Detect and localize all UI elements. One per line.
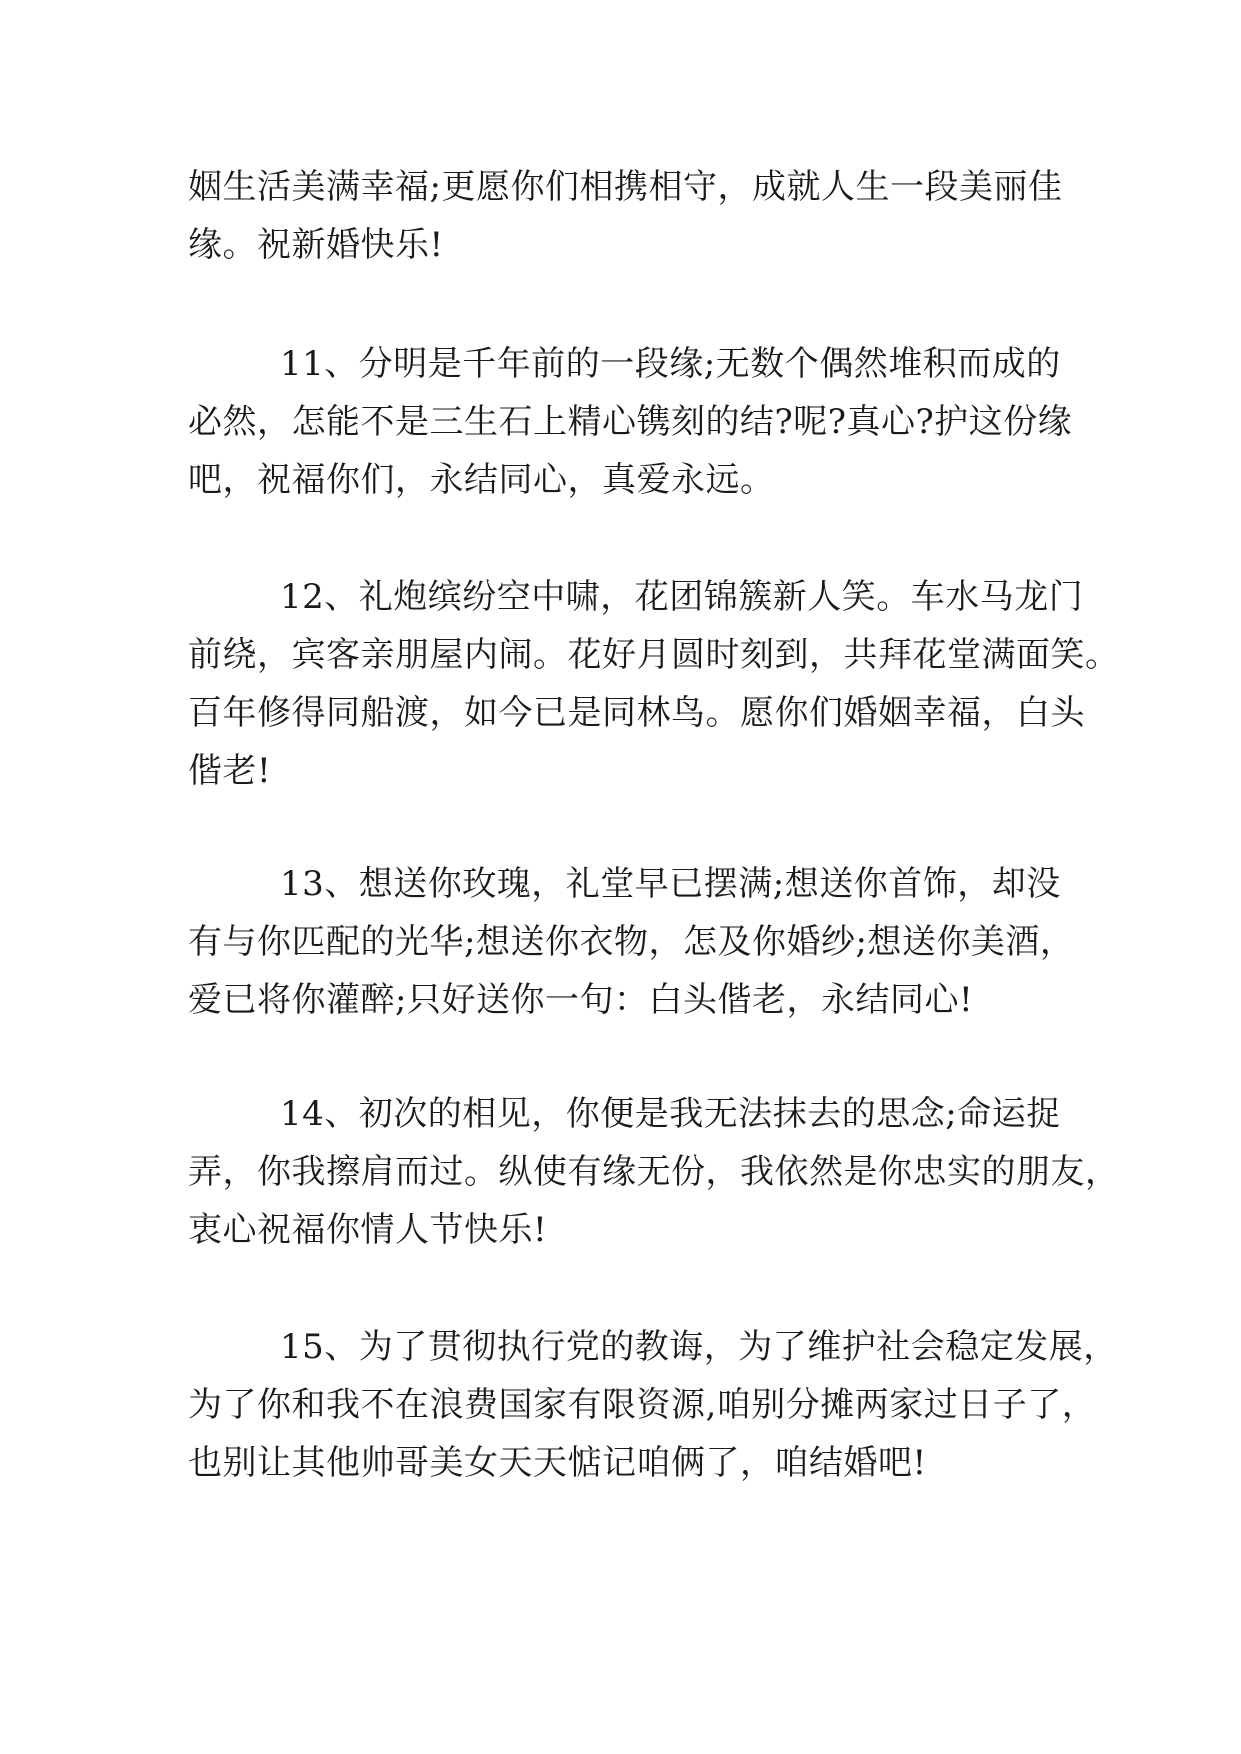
text-line: 必然，怎能不是三生石上精心镌刻的结?呢?真心?护这份缘 (188, 402, 1073, 442)
paragraph-intro-continuation (188, 158, 1063, 274)
text-line: 弄，你我擦肩而过。纵使有缘无份，我依然是你忠实的朋友， (188, 1152, 1120, 1192)
text-line: 吧，祝福你们，永结同心，真爱永远。 (188, 460, 775, 500)
text-line: 14、初次的相见，你便是我无法抹去的思念;命运捉 (280, 1094, 1061, 1134)
text-line: 15、为了贯彻执行党的教诲，为了维护社会稳定发展， (280, 1327, 1118, 1367)
paragraph-item-15 (188, 1318, 1118, 1492)
text-line: 前绕，宾客亲朋屋内闹。花好月圆时刻到，共拜花堂满面笑。 (188, 635, 1120, 675)
text-line: 百年修得同船渡，如今已是同林鸟。愿你们婚姻幸福，白头 (188, 693, 1085, 733)
text-line: 有与你匹配的光华;想送你衣物，怎及你婚纱;想送你美酒， (188, 922, 1075, 962)
text-line: 偕老! (188, 751, 272, 791)
paragraph-item-12 (188, 568, 1120, 800)
text-line: 爱已将你灌醉;只好送你一句：白头偕老，永结同心! (188, 980, 974, 1020)
text-line: 为了你和我不在浪费国家有限资源,咱别分摊两家过日子了， (188, 1385, 1097, 1425)
text-line: 也别让其他帅哥美女天天惦记咱俩了，咱结婚吧! (188, 1443, 927, 1483)
paragraph-item-13 (188, 855, 1075, 1029)
paragraph-item-14 (188, 1085, 1120, 1259)
paragraph-item-11 (188, 335, 1073, 509)
text-line: 12、礼炮缤纷空中啸，花团锦簇新人笑。车水马龙门 (280, 577, 1084, 617)
text-line: 13、想送你玫瑰，礼堂早已摆满;想送你首饰，却没 (280, 864, 1061, 904)
text-line: 姻生活美满幸福;更愿你们相携相守，成就人生一段美丽佳 (188, 167, 1063, 207)
text-line: 缘。祝新婚快乐! (188, 225, 444, 265)
text-line: 衷心祝福你情人节快乐! (188, 1210, 548, 1250)
text-line: 11、分明是千年前的一段缘;无数个偶然堆积而成的 (280, 344, 1061, 384)
